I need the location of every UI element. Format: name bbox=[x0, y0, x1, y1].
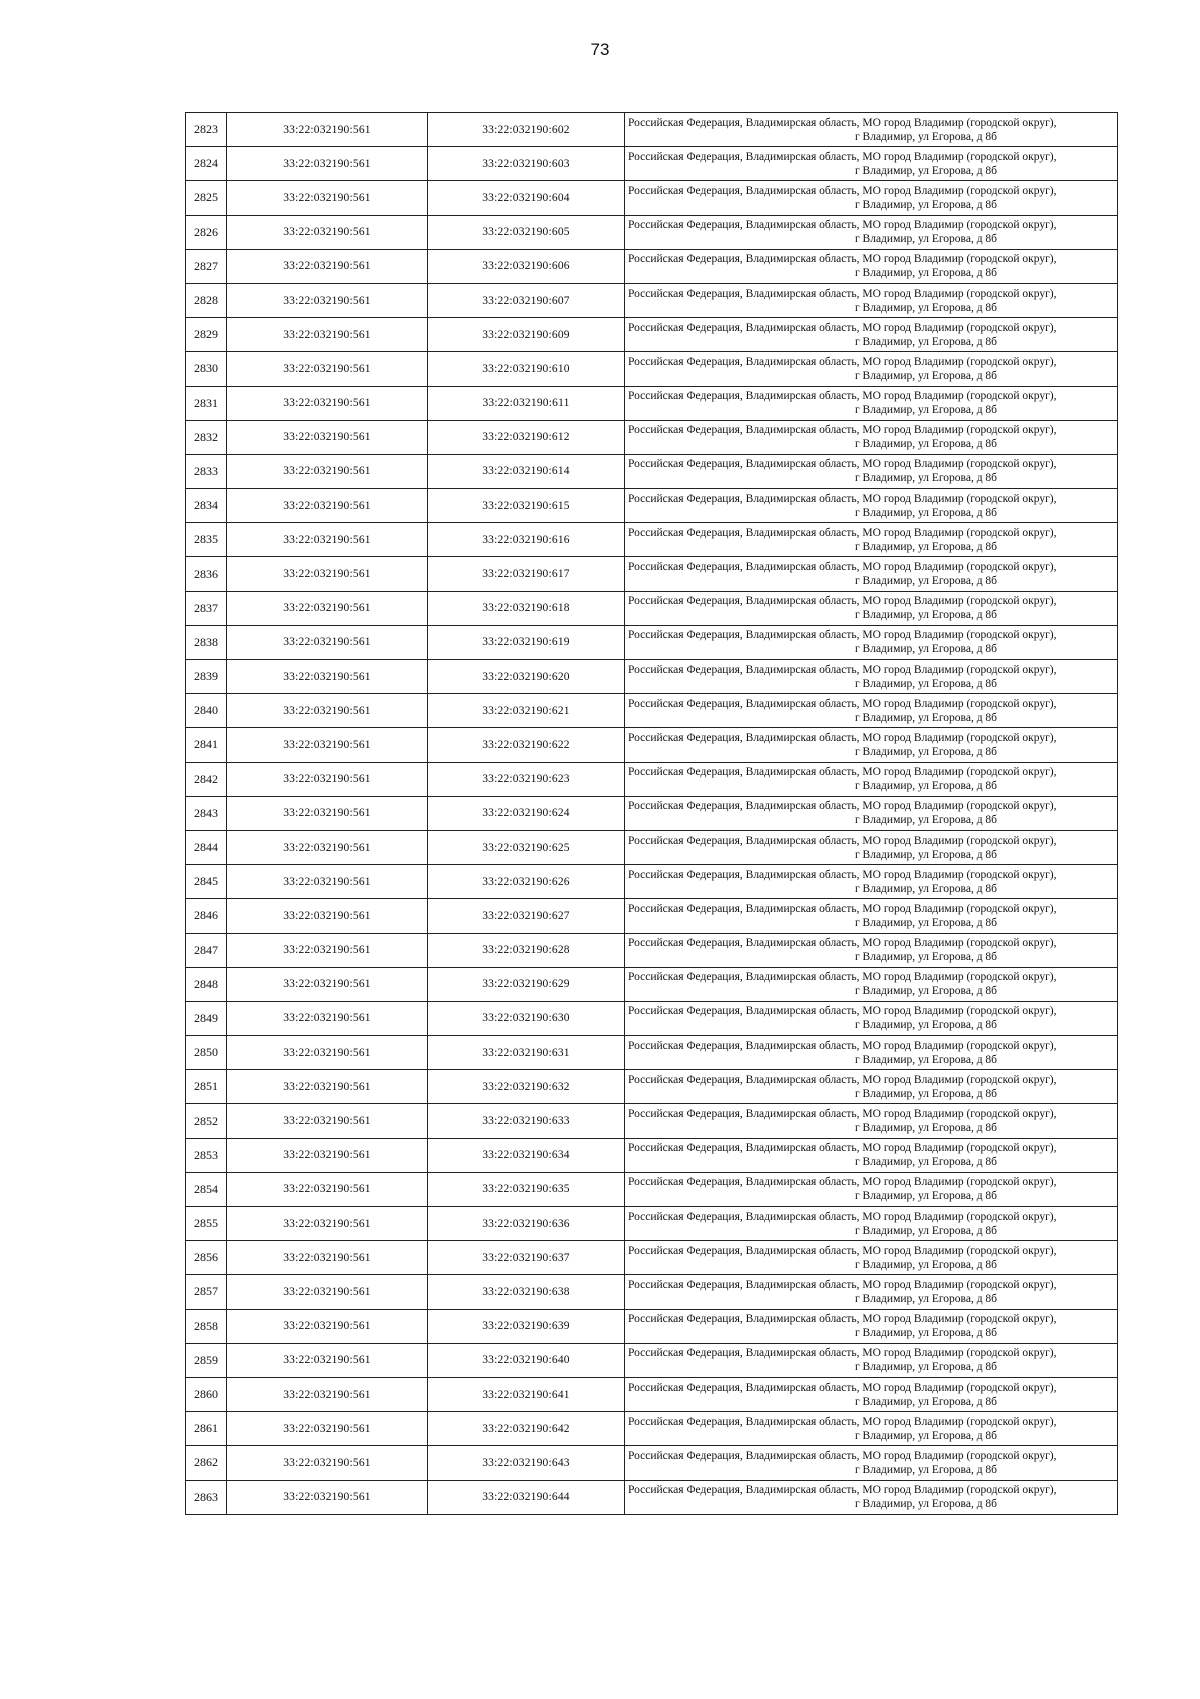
table-row bbox=[186, 147, 1118, 181]
table-row bbox=[186, 865, 1118, 899]
table-row bbox=[186, 215, 1118, 249]
parent-cadastral-number: 33:22:032190:561 bbox=[227, 113, 428, 147]
object-cadastral-number: 33:22:032190:630 bbox=[428, 1001, 625, 1035]
address-line-2: г Владимир, ул Егорова, д 8б bbox=[854, 677, 998, 690]
table-row bbox=[186, 420, 1118, 454]
address-line-2: г Владимир, ул Егорова, д 8б bbox=[854, 335, 998, 348]
parent-cadastral-number: 33:22:032190:561 bbox=[227, 1036, 428, 1070]
object-cadastral-number: 33:22:032190:639 bbox=[428, 1309, 625, 1343]
address-cell bbox=[625, 249, 1118, 283]
address-line-2: г Владимир, ул Егорова, д 8б bbox=[854, 164, 998, 177]
address-line-2: г Владимир, ул Егорова, д 8б bbox=[854, 1087, 998, 1100]
row-number: 2824 bbox=[186, 147, 227, 181]
object-cadastral-number: 33:22:032190:612 bbox=[428, 420, 625, 454]
table-row bbox=[186, 1001, 1118, 1035]
address-cell bbox=[625, 899, 1118, 933]
address-line-1: Российская Федерация, Владимирская область, МО город Владимир (городской округ), bbox=[628, 253, 1057, 266]
object-cadastral-number: 33:22:032190:614 bbox=[428, 454, 625, 488]
table-row bbox=[186, 1377, 1118, 1411]
address-line-1: Российская Федерация, Владимирская область, МО город Владимир (городской округ), bbox=[628, 834, 1057, 847]
table-row bbox=[186, 113, 1118, 147]
parent-cadastral-number: 33:22:032190:561 bbox=[227, 591, 428, 625]
table-row bbox=[186, 386, 1118, 420]
address-line-2: г Владимир, ул Егорова, д 8б bbox=[854, 814, 998, 827]
parent-cadastral-number: 33:22:032190:561 bbox=[227, 1104, 428, 1138]
table-row bbox=[186, 1412, 1118, 1446]
address-line-1: Российская Федерация, Владимирская область, МО город Владимир (городской округ), bbox=[628, 1484, 1057, 1497]
row-number: 2861 bbox=[186, 1412, 227, 1446]
address-line-1: Российская Федерация, Владимирская область, МО город Владимир (городской округ), bbox=[628, 1210, 1057, 1223]
address-line-1: Российская Федерация, Владимирская область, МО город Владимир (городской округ), bbox=[628, 458, 1057, 471]
address-line-2: г Владимир, ул Егорова, д 8б bbox=[854, 1395, 998, 1408]
row-number: 2860 bbox=[186, 1377, 227, 1411]
row-number: 2858 bbox=[186, 1309, 227, 1343]
object-cadastral-number: 33:22:032190:633 bbox=[428, 1104, 625, 1138]
object-cadastral-number: 33:22:032190:628 bbox=[428, 933, 625, 967]
address-cell bbox=[625, 283, 1118, 317]
parent-cadastral-number: 33:22:032190:561 bbox=[227, 1377, 428, 1411]
table-row bbox=[186, 352, 1118, 386]
row-number: 2825 bbox=[186, 181, 227, 215]
address-cell bbox=[625, 1343, 1118, 1377]
address-line-2: г Владимир, ул Егорова, д 8б bbox=[854, 916, 998, 929]
row-number: 2837 bbox=[186, 591, 227, 625]
table-row bbox=[186, 591, 1118, 625]
table-row bbox=[186, 1207, 1118, 1241]
address-line-1: Российская Федерация, Владимирская область, МО город Владимир (городской округ), bbox=[628, 355, 1057, 368]
address-line-1: Российская Федерация, Владимирская область, МО город Владимир (городской округ), bbox=[628, 1449, 1057, 1462]
address-line-2: г Владимир, ул Егорова, д 8б bbox=[854, 1122, 998, 1135]
address-cell bbox=[625, 1070, 1118, 1104]
object-cadastral-number: 33:22:032190:603 bbox=[428, 147, 625, 181]
address-line-1: Российская Федерация, Владимирская область, МО город Владимир (городской округ), bbox=[628, 595, 1057, 608]
address-line-2: г Владимир, ул Егорова, д 8б bbox=[854, 609, 998, 622]
address-cell bbox=[625, 1480, 1118, 1514]
row-number: 2838 bbox=[186, 625, 227, 659]
address-cell bbox=[625, 147, 1118, 181]
object-cadastral-number: 33:22:032190:625 bbox=[428, 830, 625, 864]
table-row bbox=[186, 1480, 1118, 1514]
table-row bbox=[186, 249, 1118, 283]
address-cell bbox=[625, 660, 1118, 694]
object-cadastral-number: 33:22:032190:644 bbox=[428, 1480, 625, 1514]
address-line-2: г Владимир, ул Егорова, д 8б bbox=[854, 1327, 998, 1340]
object-cadastral-number: 33:22:032190:632 bbox=[428, 1070, 625, 1104]
address-line-1: Российская Федерация, Владимирская область, МО город Владимир (городской округ), bbox=[628, 321, 1057, 334]
address-cell bbox=[625, 1138, 1118, 1172]
address-line-1: Российская Федерация, Владимирская область, МО город Владимир (городской округ), bbox=[628, 1108, 1057, 1121]
parent-cadastral-number: 33:22:032190:561 bbox=[227, 523, 428, 557]
object-cadastral-number: 33:22:032190:606 bbox=[428, 249, 625, 283]
row-number: 2842 bbox=[186, 762, 227, 796]
object-cadastral-number: 33:22:032190:616 bbox=[428, 523, 625, 557]
row-number: 2850 bbox=[186, 1036, 227, 1070]
parent-cadastral-number: 33:22:032190:561 bbox=[227, 967, 428, 1001]
address-cell bbox=[625, 1412, 1118, 1446]
address-cell bbox=[625, 1172, 1118, 1206]
table-row bbox=[186, 181, 1118, 215]
object-cadastral-number: 33:22:032190:640 bbox=[428, 1343, 625, 1377]
object-cadastral-number: 33:22:032190:618 bbox=[428, 591, 625, 625]
table-row bbox=[186, 933, 1118, 967]
address-cell bbox=[625, 523, 1118, 557]
address-cell bbox=[625, 1275, 1118, 1309]
table-row bbox=[186, 762, 1118, 796]
address-line-2: г Владимир, ул Егорова, д 8б bbox=[854, 472, 998, 485]
address-cell bbox=[625, 557, 1118, 591]
address-line-1: Российская Федерация, Владимирская область, МО город Владимир (городской округ), bbox=[628, 1278, 1057, 1291]
parent-cadastral-number: 33:22:032190:561 bbox=[227, 1412, 428, 1446]
address-line-1: Российская Федерация, Владимирская область, МО город Владимир (городской округ), bbox=[628, 1142, 1057, 1155]
address-line-2: г Владимир, ул Егорова, д 8б bbox=[854, 1019, 998, 1032]
parent-cadastral-number: 33:22:032190:561 bbox=[227, 865, 428, 899]
parent-cadastral-number: 33:22:032190:561 bbox=[227, 796, 428, 830]
parent-cadastral-number: 33:22:032190:561 bbox=[227, 1070, 428, 1104]
table-row bbox=[186, 1275, 1118, 1309]
address-line-2: г Владимир, ул Егорова, д 8б bbox=[854, 130, 998, 143]
address-line-2: г Владимир, ул Егорова, д 8б bbox=[854, 1258, 998, 1271]
address-line-1: Российская Федерация, Владимирская область, МО город Владимир (городской округ), bbox=[628, 971, 1057, 984]
address-cell bbox=[625, 967, 1118, 1001]
address-cell bbox=[625, 796, 1118, 830]
object-cadastral-number: 33:22:032190:636 bbox=[428, 1207, 625, 1241]
parent-cadastral-number: 33:22:032190:561 bbox=[227, 489, 428, 523]
object-cadastral-number: 33:22:032190:622 bbox=[428, 728, 625, 762]
object-cadastral-number: 33:22:032190:643 bbox=[428, 1446, 625, 1480]
row-number: 2839 bbox=[186, 660, 227, 694]
table-row bbox=[186, 1241, 1118, 1275]
parent-cadastral-number: 33:22:032190:561 bbox=[227, 181, 428, 215]
object-cadastral-number: 33:22:032190:635 bbox=[428, 1172, 625, 1206]
table-row bbox=[186, 728, 1118, 762]
table-row bbox=[186, 899, 1118, 933]
parent-cadastral-number: 33:22:032190:561 bbox=[227, 1275, 428, 1309]
address-line-2: г Владимир, ул Егорова, д 8б bbox=[854, 882, 998, 895]
parent-cadastral-number: 33:22:032190:561 bbox=[227, 420, 428, 454]
parent-cadastral-number: 33:22:032190:561 bbox=[227, 625, 428, 659]
address-cell bbox=[625, 1207, 1118, 1241]
table-row bbox=[186, 967, 1118, 1001]
address-line-1: Российская Федерация, Владимирская область, МО город Владимир (городской округ), bbox=[628, 424, 1057, 437]
table-row bbox=[186, 1172, 1118, 1206]
row-number: 2832 bbox=[186, 420, 227, 454]
address-cell bbox=[625, 625, 1118, 659]
table-row bbox=[186, 1343, 1118, 1377]
address-line-1: Российская Федерация, Владимирская область, МО город Владимир (городской округ), bbox=[628, 1313, 1057, 1326]
row-number: 2863 bbox=[186, 1480, 227, 1514]
table-row bbox=[186, 694, 1118, 728]
parent-cadastral-number: 33:22:032190:561 bbox=[227, 1138, 428, 1172]
row-number: 2848 bbox=[186, 967, 227, 1001]
address-line-1: Российская Федерация, Владимирская область, МО город Владимир (городской округ), bbox=[628, 1415, 1057, 1428]
row-number: 2834 bbox=[186, 489, 227, 523]
address-cell bbox=[625, 830, 1118, 864]
address-cell bbox=[625, 181, 1118, 215]
address-line-1: Российская Федерация, Владимирская область, МО город Владимир (городской округ), bbox=[628, 492, 1057, 505]
address-line-2: г Владимир, ул Егорова, д 8б bbox=[854, 369, 998, 382]
object-cadastral-number: 33:22:032190:623 bbox=[428, 762, 625, 796]
row-number: 2835 bbox=[186, 523, 227, 557]
address-line-1: Российская Федерация, Владимирская область, МО город Владимир (городской округ), bbox=[628, 731, 1057, 744]
parent-cadastral-number: 33:22:032190:561 bbox=[227, 1343, 428, 1377]
address-cell bbox=[625, 728, 1118, 762]
object-cadastral-number: 33:22:032190:642 bbox=[428, 1412, 625, 1446]
parent-cadastral-number: 33:22:032190:561 bbox=[227, 899, 428, 933]
parent-cadastral-number: 33:22:032190:561 bbox=[227, 283, 428, 317]
address-line-1: Российская Федерация, Владимирская область, МО город Владимир (городской округ), bbox=[628, 868, 1057, 881]
row-number: 2845 bbox=[186, 865, 227, 899]
row-number: 2847 bbox=[186, 933, 227, 967]
address-line-1: Российская Федерация, Владимирская область, МО город Владимир (городской округ), bbox=[628, 937, 1057, 950]
table-row bbox=[186, 523, 1118, 557]
table-row bbox=[186, 1036, 1118, 1070]
address-line-1: Российская Федерация, Владимирская область, МО город Владимир (городской округ), bbox=[628, 663, 1057, 676]
address-line-2: г Владимир, ул Егорова, д 8б bbox=[854, 575, 998, 588]
object-cadastral-number: 33:22:032190:611 bbox=[428, 386, 625, 420]
address-line-2: г Владимир, ул Егорова, д 8б bbox=[854, 301, 998, 314]
address-cell bbox=[625, 1446, 1118, 1480]
address-line-1: Российская Федерация, Владимирская область, МО город Владимир (городской округ), bbox=[628, 1244, 1057, 1257]
row-number: 2844 bbox=[186, 830, 227, 864]
parent-cadastral-number: 33:22:032190:561 bbox=[227, 728, 428, 762]
address-line-2: г Владимир, ул Егорова, д 8б bbox=[854, 1292, 998, 1305]
address-line-2: г Владимир, ул Егорова, д 8б bbox=[854, 745, 998, 758]
address-cell bbox=[625, 352, 1118, 386]
row-number: 2841 bbox=[186, 728, 227, 762]
address-line-2: г Владимир, ул Егорова, д 8б bbox=[854, 1156, 998, 1169]
row-number: 2859 bbox=[186, 1343, 227, 1377]
object-cadastral-number: 33:22:032190:634 bbox=[428, 1138, 625, 1172]
row-number: 2857 bbox=[186, 1275, 227, 1309]
parent-cadastral-number: 33:22:032190:561 bbox=[227, 762, 428, 796]
address-line-1: Российская Федерация, Владимирская область, МО город Владимир (городской округ), bbox=[628, 561, 1057, 574]
address-cell bbox=[625, 454, 1118, 488]
table-row bbox=[186, 454, 1118, 488]
object-cadastral-number: 33:22:032190:619 bbox=[428, 625, 625, 659]
address-line-1: Российская Федерация, Владимирская область, МО город Владимир (городской округ), bbox=[628, 697, 1057, 710]
parent-cadastral-number: 33:22:032190:561 bbox=[227, 660, 428, 694]
object-cadastral-number: 33:22:032190:629 bbox=[428, 967, 625, 1001]
object-cadastral-number: 33:22:032190:607 bbox=[428, 283, 625, 317]
table-row bbox=[186, 489, 1118, 523]
row-number: 2826 bbox=[186, 215, 227, 249]
row-number: 2831 bbox=[186, 386, 227, 420]
object-cadastral-number: 33:22:032190:631 bbox=[428, 1036, 625, 1070]
table-row bbox=[186, 1070, 1118, 1104]
object-cadastral-number: 33:22:032190:637 bbox=[428, 1241, 625, 1275]
address-line-1: Российская Федерация, Владимирская область, МО город Владимир (городской округ), bbox=[628, 116, 1057, 129]
address-line-2: г Владимир, ул Егорова, д 8б bbox=[854, 951, 998, 964]
table-row bbox=[186, 1138, 1118, 1172]
row-number: 2836 bbox=[186, 557, 227, 591]
row-number: 2851 bbox=[186, 1070, 227, 1104]
object-cadastral-number: 33:22:032190:617 bbox=[428, 557, 625, 591]
address-line-2: г Владимир, ул Егорова, д 8б bbox=[854, 1429, 998, 1442]
parent-cadastral-number: 33:22:032190:561 bbox=[227, 830, 428, 864]
table-row bbox=[186, 830, 1118, 864]
row-number: 2830 bbox=[186, 352, 227, 386]
address-cell bbox=[625, 1377, 1118, 1411]
parent-cadastral-number: 33:22:032190:561 bbox=[227, 1309, 428, 1343]
object-cadastral-number: 33:22:032190:610 bbox=[428, 352, 625, 386]
address-cell bbox=[625, 694, 1118, 728]
row-number: 2823 bbox=[186, 113, 227, 147]
row-number: 2862 bbox=[186, 1446, 227, 1480]
table-row bbox=[186, 1104, 1118, 1138]
address-cell bbox=[625, 1241, 1118, 1275]
object-cadastral-number: 33:22:032190:620 bbox=[428, 660, 625, 694]
object-cadastral-number: 33:22:032190:604 bbox=[428, 181, 625, 215]
address-cell bbox=[625, 113, 1118, 147]
parent-cadastral-number: 33:22:032190:561 bbox=[227, 557, 428, 591]
address-cell bbox=[625, 762, 1118, 796]
parent-cadastral-number: 33:22:032190:561 bbox=[227, 215, 428, 249]
address-line-1: Российская Федерация, Владимирская область, МО город Владимир (городской округ), bbox=[628, 1176, 1057, 1189]
address-line-1: Российская Федерация, Владимирская область, МО город Владимир (городской округ), bbox=[628, 1005, 1057, 1018]
address-cell bbox=[625, 1309, 1118, 1343]
object-cadastral-number: 33:22:032190:627 bbox=[428, 899, 625, 933]
address-line-1: Российская Федерация, Владимирская область, МО город Владимир (городской округ), bbox=[628, 1073, 1057, 1086]
cadastral-table bbox=[185, 112, 1118, 1515]
address-line-2: г Владимир, ул Егорова, д 8б bbox=[854, 1053, 998, 1066]
table-row bbox=[186, 660, 1118, 694]
table-row bbox=[186, 557, 1118, 591]
parent-cadastral-number: 33:22:032190:561 bbox=[227, 1446, 428, 1480]
address-line-2: г Владимир, ул Егорова, д 8б bbox=[854, 506, 998, 519]
row-number: 2840 bbox=[186, 694, 227, 728]
row-number: 2853 bbox=[186, 1138, 227, 1172]
object-cadastral-number: 33:22:032190:624 bbox=[428, 796, 625, 830]
parent-cadastral-number: 33:22:032190:561 bbox=[227, 1241, 428, 1275]
row-number: 2843 bbox=[186, 796, 227, 830]
address-line-1: Российская Федерация, Владимирская область, МО город Владимир (городской округ), bbox=[628, 1381, 1057, 1394]
object-cadastral-number: 33:22:032190:621 bbox=[428, 694, 625, 728]
row-number: 2827 bbox=[186, 249, 227, 283]
row-number: 2852 bbox=[186, 1104, 227, 1138]
address-line-1: Российская Федерация, Владимирская область, МО город Владимир (городской округ), bbox=[628, 526, 1057, 539]
object-cadastral-number: 33:22:032190:602 bbox=[428, 113, 625, 147]
address-cell bbox=[625, 1001, 1118, 1035]
parent-cadastral-number: 33:22:032190:561 bbox=[227, 352, 428, 386]
object-cadastral-number: 33:22:032190:605 bbox=[428, 215, 625, 249]
table-row bbox=[186, 625, 1118, 659]
address-line-1: Российская Федерация, Владимирская область, МО город Владимир (городской округ), bbox=[628, 800, 1057, 813]
row-number: 2854 bbox=[186, 1172, 227, 1206]
address-cell bbox=[625, 215, 1118, 249]
address-line-2: г Владимир, ул Егорова, д 8б bbox=[854, 1361, 998, 1374]
address-line-2: г Владимир, ул Егорова, д 8б bbox=[854, 1463, 998, 1476]
address-cell bbox=[625, 933, 1118, 967]
address-line-2: г Владимир, ул Егорова, д 8б bbox=[854, 267, 998, 280]
address-line-1: Российская Федерация, Владимирская область, МО город Владимир (городской округ), bbox=[628, 902, 1057, 915]
address-line-2: г Владимир, ул Егорова, д 8б bbox=[854, 404, 998, 417]
parent-cadastral-number: 33:22:032190:561 bbox=[227, 694, 428, 728]
address-cell bbox=[625, 1104, 1118, 1138]
table-row bbox=[186, 318, 1118, 352]
address-cell bbox=[625, 318, 1118, 352]
parent-cadastral-number: 33:22:032190:561 bbox=[227, 454, 428, 488]
address-line-2: г Владимир, ул Егорова, д 8б bbox=[854, 438, 998, 451]
row-number: 2828 bbox=[186, 283, 227, 317]
address-line-1: Российская Федерация, Владимирская область, МО город Владимир (городской округ), bbox=[628, 629, 1057, 642]
page-number: 73 bbox=[590, 40, 610, 59]
row-number: 2855 bbox=[186, 1207, 227, 1241]
parent-cadastral-number: 33:22:032190:561 bbox=[227, 249, 428, 283]
address-line-2: г Владимир, ул Егорова, д 8б bbox=[854, 985, 998, 998]
parent-cadastral-number: 33:22:032190:561 bbox=[227, 1480, 428, 1514]
table-row bbox=[186, 796, 1118, 830]
row-number: 2833 bbox=[186, 454, 227, 488]
address-line-1: Российская Федерация, Владимирская область, МО город Владимир (городской округ), bbox=[628, 287, 1057, 300]
row-number: 2856 bbox=[186, 1241, 227, 1275]
table-body bbox=[186, 113, 1118, 1515]
table-row bbox=[186, 1309, 1118, 1343]
parent-cadastral-number: 33:22:032190:561 bbox=[227, 147, 428, 181]
address-line-2: г Владимир, ул Егорова, д 8б bbox=[854, 848, 998, 861]
address-line-2: г Владимир, ул Егорова, д 8б bbox=[854, 643, 998, 656]
address-cell bbox=[625, 420, 1118, 454]
address-cell bbox=[625, 591, 1118, 625]
address-cell bbox=[625, 1036, 1118, 1070]
table-row bbox=[186, 283, 1118, 317]
address-cell bbox=[625, 489, 1118, 523]
parent-cadastral-number: 33:22:032190:561 bbox=[227, 386, 428, 420]
row-number: 2849 bbox=[186, 1001, 227, 1035]
address-line-2: г Владимир, ул Егорова, д 8б bbox=[854, 1498, 998, 1511]
address-line-2: г Владимир, ул Егорова, д 8б bbox=[854, 711, 998, 724]
address-line-1: Российская Федерация, Владимирская область, МО город Владимир (городской округ), bbox=[628, 1347, 1057, 1360]
parent-cadastral-number: 33:22:032190:561 bbox=[227, 1172, 428, 1206]
object-cadastral-number: 33:22:032190:638 bbox=[428, 1275, 625, 1309]
address-line-1: Российская Федерация, Владимирская область, МО город Владимир (городской округ), bbox=[628, 766, 1057, 779]
parent-cadastral-number: 33:22:032190:561 bbox=[227, 318, 428, 352]
object-cadastral-number: 33:22:032190:626 bbox=[428, 865, 625, 899]
object-cadastral-number: 33:22:032190:641 bbox=[428, 1377, 625, 1411]
address-line-2: г Владимир, ул Егорова, д 8б bbox=[854, 780, 998, 793]
address-line-1: Российская Федерация, Владимирская область, МО город Владимир (городской округ), bbox=[628, 1039, 1057, 1052]
row-number: 2829 bbox=[186, 318, 227, 352]
address-line-1: Российская Федерация, Владимирская область, МО город Владимир (городской округ), bbox=[628, 219, 1057, 232]
table-row bbox=[186, 1446, 1118, 1480]
address-line-2: г Владимир, ул Егорова, д 8б bbox=[854, 1190, 998, 1203]
object-cadastral-number: 33:22:032190:615 bbox=[428, 489, 625, 523]
address-line-1: Российская Федерация, Владимирская область, МО город Владимир (городской округ), bbox=[628, 150, 1057, 163]
address-line-2: г Владимир, ул Егорова, д 8б bbox=[854, 540, 998, 553]
address-cell bbox=[625, 386, 1118, 420]
object-cadastral-number: 33:22:032190:609 bbox=[428, 318, 625, 352]
parent-cadastral-number: 33:22:032190:561 bbox=[227, 1001, 428, 1035]
parent-cadastral-number: 33:22:032190:561 bbox=[227, 933, 428, 967]
address-cell bbox=[625, 865, 1118, 899]
address-line-2: г Владимир, ул Егорова, д 8б bbox=[854, 1224, 998, 1237]
address-line-2: г Владимир, ул Егорова, д 8б bbox=[854, 198, 998, 211]
address-line-1: Российская Федерация, Владимирская область, МО город Владимир (городской округ), bbox=[628, 184, 1057, 197]
parent-cadastral-number: 33:22:032190:561 bbox=[227, 1207, 428, 1241]
address-line-1: Российская Федерация, Владимирская область, МО город Владимир (городской округ), bbox=[628, 390, 1057, 403]
row-number: 2846 bbox=[186, 899, 227, 933]
address-line-2: г Владимир, ул Егорова, д 8б bbox=[854, 233, 998, 246]
